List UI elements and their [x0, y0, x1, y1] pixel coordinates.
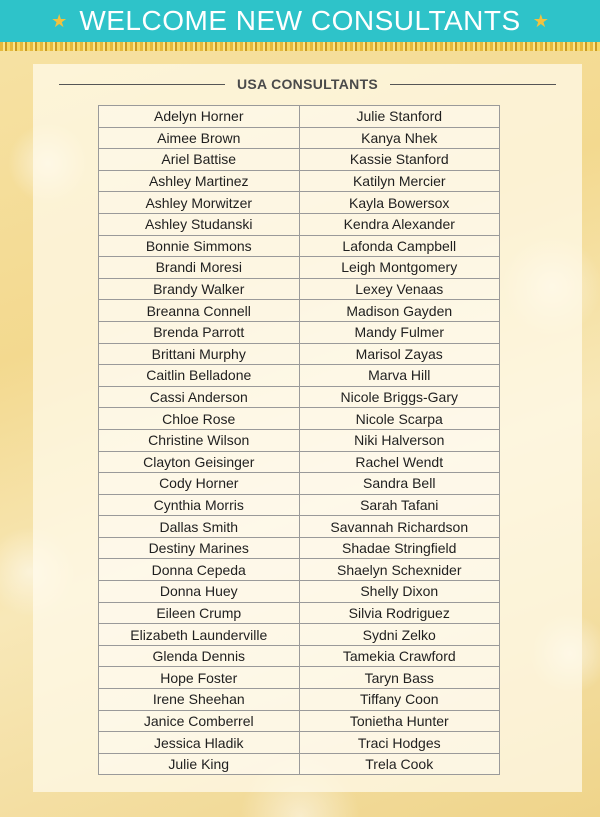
- consultant-name: Marva Hill: [299, 365, 500, 387]
- star-icon: ★: [51, 11, 68, 31]
- table-row: [99, 624, 500, 646]
- consultant-name: Nicole Briggs-Gary: [299, 386, 500, 408]
- consultant-name: Kayla Bowersox: [299, 192, 500, 214]
- consultant-name: Leigh Montgomery: [299, 257, 500, 279]
- consultant-table: [98, 105, 500, 775]
- consultant-name: Niki Halverson: [299, 429, 500, 451]
- consultant-name: Cody Horner: [99, 473, 300, 495]
- consultant-name: Breanna Connell: [99, 300, 300, 322]
- consultant-name: Shadae Stringfield: [299, 537, 500, 559]
- star-icon: ★: [532, 11, 549, 31]
- consultant-name: Sarah Tafani: [299, 494, 500, 516]
- content-panel: [33, 64, 582, 792]
- consultant-name: Brenda Parrott: [99, 321, 300, 343]
- table-row: [99, 235, 500, 257]
- consultant-name: Kassie Stanford: [299, 149, 500, 171]
- consultant-name: Julie King: [99, 753, 300, 775]
- consultant-name: Hope Foster: [99, 667, 300, 689]
- consultant-name: Mandy Fulmer: [299, 321, 500, 343]
- table-row: [99, 753, 500, 775]
- table-row: [99, 257, 500, 279]
- consultant-name: Janice Comberrel: [99, 710, 300, 732]
- consultant-name: Eileen Crump: [99, 602, 300, 624]
- consultant-name: Kendra Alexander: [299, 213, 500, 235]
- table-row: [99, 516, 500, 538]
- table-row: [99, 667, 500, 689]
- consultant-name: Savannah Richardson: [299, 516, 500, 538]
- page-title: WELCOME NEW CONSULTANTS: [79, 5, 521, 36]
- consultant-name: Brandi Moresi: [99, 257, 300, 279]
- consultant-name: Ashley Studanski: [99, 213, 300, 235]
- consultant-name: Glenda Dennis: [99, 645, 300, 667]
- glitter-divider: [0, 42, 600, 51]
- header-banner: [0, 0, 600, 42]
- table-row: [99, 581, 500, 603]
- table-row: [99, 149, 500, 171]
- consultant-name: Tamekia Crawford: [299, 645, 500, 667]
- table-row: [99, 106, 500, 128]
- table-row: [99, 278, 500, 300]
- consultant-name: Tiffany Coon: [299, 689, 500, 711]
- table-row: [99, 321, 500, 343]
- table-row: [99, 170, 500, 192]
- consultant-name: Ashley Martinez: [99, 170, 300, 192]
- consultant-name: Ariel Battise: [99, 149, 300, 171]
- table-row: [99, 300, 500, 322]
- consultant-name: Adelyn Horner: [99, 106, 300, 128]
- consultant-name: Brittani Murphy: [99, 343, 300, 365]
- table-row: [99, 192, 500, 214]
- consultant-name: Destiny Marines: [99, 537, 300, 559]
- consultant-name: Lafonda Campbell: [299, 235, 500, 257]
- consultant-name: Irene Sheehan: [99, 689, 300, 711]
- section-title: USA CONSULTANTS: [236, 76, 379, 92]
- consultant-name: Ashley Morwitzer: [99, 192, 300, 214]
- consultant-name: Clayton Geisinger: [99, 451, 300, 473]
- table-row: [99, 343, 500, 365]
- consultant-name: Shaelyn Schexnider: [299, 559, 500, 581]
- consultant-name: Silvia Rodriguez: [299, 602, 500, 624]
- consultant-name: Shelly Dixon: [299, 581, 500, 603]
- consultant-name: Trela Cook: [299, 753, 500, 775]
- consultant-name: Dallas Smith: [99, 516, 300, 538]
- consultant-name: Julie Stanford: [299, 106, 500, 128]
- table-row: [99, 537, 500, 559]
- consultant-name: Rachel Wendt: [299, 451, 500, 473]
- consultant-name: Madison Gayden: [299, 300, 500, 322]
- consultant-name: Aimee Brown: [99, 127, 300, 149]
- table-row: [99, 494, 500, 516]
- consultant-name: Cassi Anderson: [99, 386, 300, 408]
- consultant-name: Cynthia Morris: [99, 494, 300, 516]
- table-row: [99, 365, 500, 387]
- divider-line: [390, 84, 556, 85]
- table-row: [99, 473, 500, 495]
- consultant-name: Caitlin Belladone: [99, 365, 300, 387]
- consultant-name: Brandy Walker: [99, 278, 300, 300]
- table-row: [99, 451, 500, 473]
- consultant-name: Taryn Bass: [299, 667, 500, 689]
- table-row: [99, 386, 500, 408]
- table-row: [99, 732, 500, 754]
- table-row: [99, 710, 500, 732]
- consultant-name: Tonietha Hunter: [299, 710, 500, 732]
- table-row: [99, 645, 500, 667]
- consultant-name: Katilyn Mercier: [299, 170, 500, 192]
- consultant-name: Sydni Zelko: [299, 624, 500, 646]
- table-row: [99, 213, 500, 235]
- consultant-name: Marisol Zayas: [299, 343, 500, 365]
- table-row: [99, 408, 500, 430]
- table-row: [99, 559, 500, 581]
- section-heading: [33, 72, 582, 96]
- consultant-name: Elizabeth Launderville: [99, 624, 300, 646]
- table-row: [99, 429, 500, 451]
- consultant-name: Bonnie Simmons: [99, 235, 300, 257]
- consultant-name: Donna Huey: [99, 581, 300, 603]
- table-row: [99, 127, 500, 149]
- consultant-name: Traci Hodges: [299, 732, 500, 754]
- consultant-name: Christine Wilson: [99, 429, 300, 451]
- consultant-name: Chloe Rose: [99, 408, 300, 430]
- consultant-name: Lexey Venaas: [299, 278, 500, 300]
- consultant-name: Donna Cepeda: [99, 559, 300, 581]
- consultant-name: Sandra Bell: [299, 473, 500, 495]
- table-row: [99, 602, 500, 624]
- divider-line: [59, 84, 225, 85]
- consultant-name: Jessica Hladik: [99, 732, 300, 754]
- consultant-name: Kanya Nhek: [299, 127, 500, 149]
- consultant-name: Nicole Scarpa: [299, 408, 500, 430]
- table-row: [99, 689, 500, 711]
